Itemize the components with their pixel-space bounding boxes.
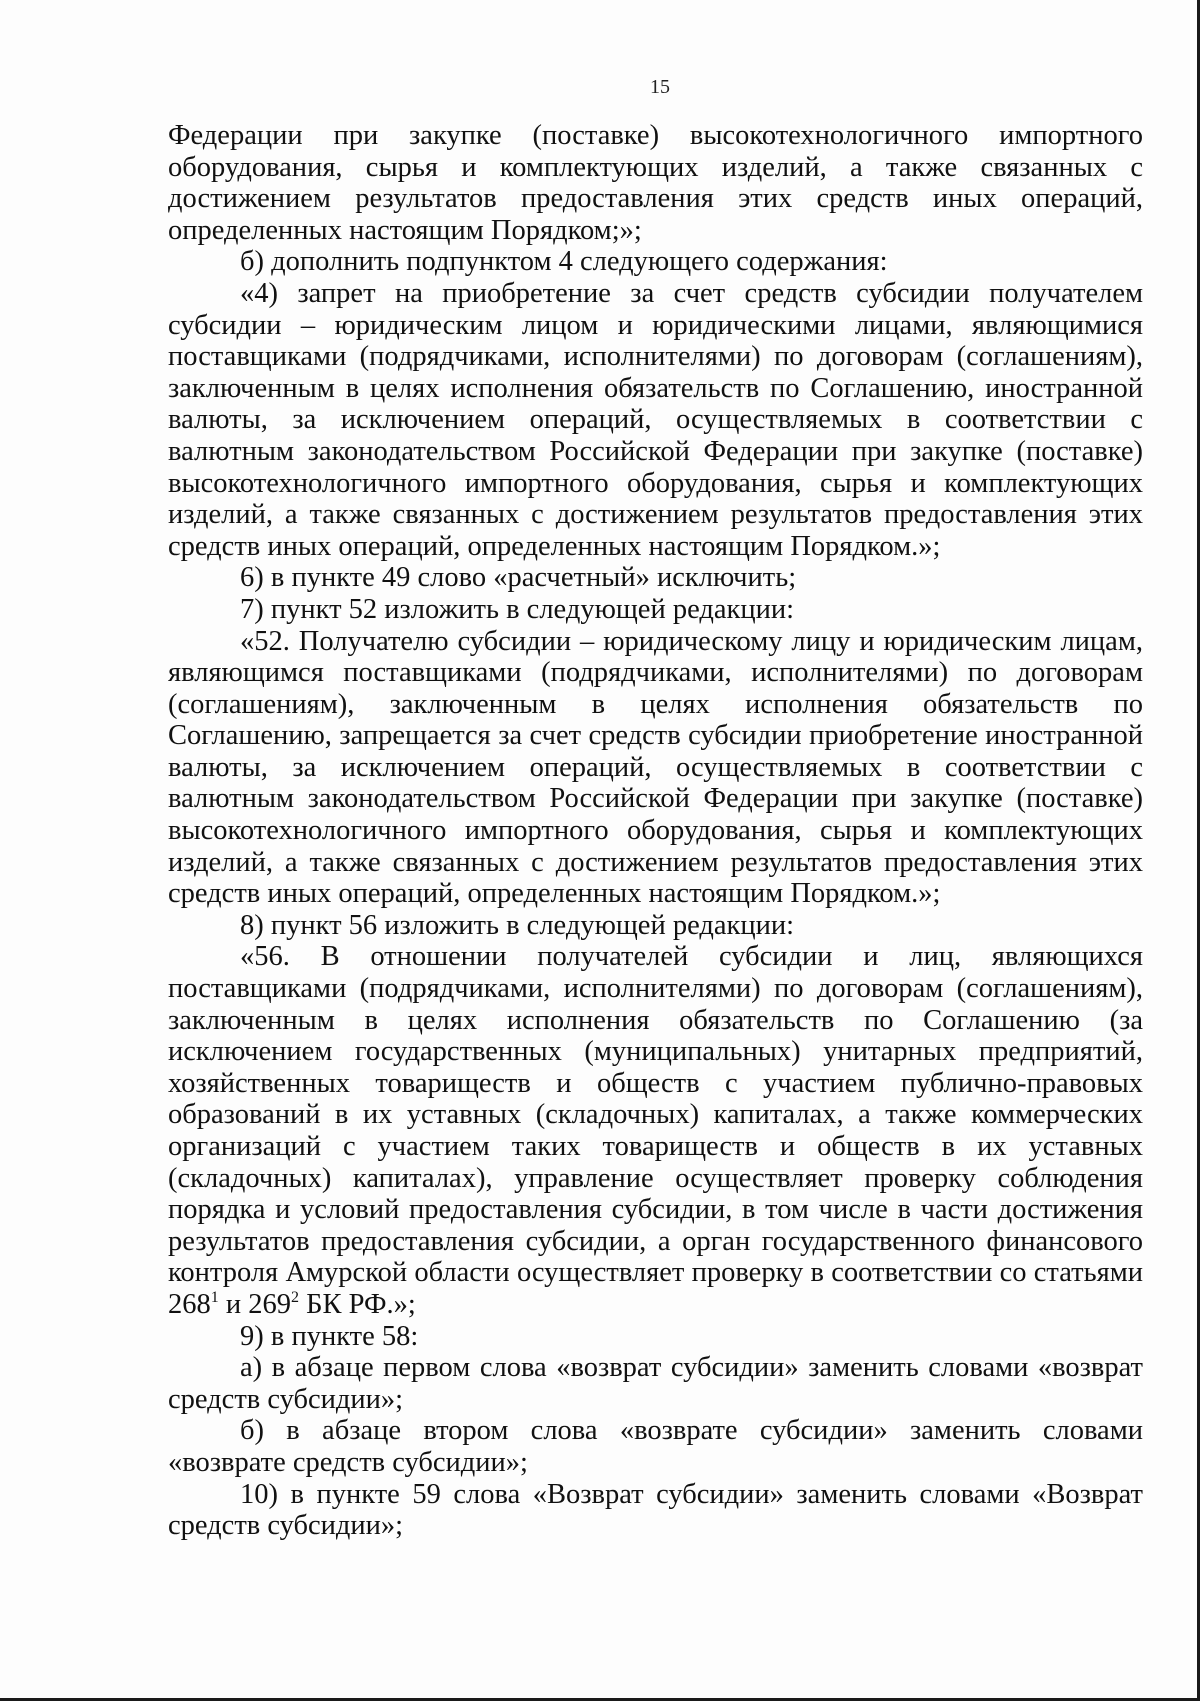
clause-56-text: «56. В отношении получателей субсидии и лиц, являющихся поставщиками (подрядчиками, исполнителями) по договорам (соглашениям), заключенным в целях исполнения обязательств по Соглашению (за исключением государственных (муниципальных) унитарных предприятий, хозяйственных товариществ и обществ с участием публично-правовых образований в их уставных (складочных) капиталах, а также коммерческих организаций с участием таких товариществ и обществ в их уставных (складочных) капиталах), управление осуществляет проверку соблюдения порядка и условий предоставления субсидии, в том числе в части достижения результатов предоставления субсидии, а орган государственного финансового контроля Амурской области осуществляет проверку в соответствии со статьями [168, 941, 1143, 1289]
paragraph-item-8: 8) пункт 56 изложить в следующей редакции: [240, 909, 795, 941]
page-number: 15 [650, 76, 670, 98]
paragraph-item-6: 6) в пункте 49 слово «расчетный» исключить; [240, 562, 797, 594]
paragraph-subitem-b2: б) в абзаце втором слова «возврате субсидии» заменить словами «возврате средств субсидии»; [168, 1415, 1143, 1478]
paragraph-item-9: 9) в пункте 58: [240, 1320, 419, 1352]
paragraph-continuation: Федерации при закупке (поставке) высокотехнологичного импортного оборудования, сырья и комплектующих изделий, а также связанных с достижением результатов предоставления этих средств иных операций, определенных настоящим Порядком;»; [168, 120, 1143, 246]
paragraph-clause-56 [168, 941, 1143, 1320]
article-ref-268: $268^1$ [168, 1288, 219, 1320]
paragraph-clause-52: «52. Получателю субсидии – юридическому лицу и юридическим лицам, являющимся поставщиками (подрядчиками, исполнителями) по договорам (соглашениям), заключенным в целях исполнения обязательств по Соглашению, запрещается за счет средств субсидии приобретение иностранной валюты, за исключением операций, осуществляемых в соответствии с валютным законодательством Российской Федерации при закупке (поставке) высокотехнологичного импортного оборудования, сырья и комплектующих изделий, а также связанных с достижением результатов предоставления этих средств иных операций, определенных настоящим Порядком.»; [168, 625, 1143, 910]
paragraph-item-10: 10) в пункте 59 слова «Возврат субсидии» заменить словами «Возврат средств субсидии»; [168, 1478, 1143, 1542]
article-ref-269: $269^2$ [248, 1288, 300, 1320]
paragraph-subitem-b: б) дополнить подпунктом 4 следующего содержания: [240, 246, 888, 278]
document-body [168, 120, 1143, 1542]
clause-56-end: БК РФ.»; [306, 1288, 416, 1320]
paragraph-subitem-a: а) в абзаце первом слова «возврат субсидии» заменить словами «возврат средств субсидии»; [168, 1352, 1143, 1415]
paragraph-subitem-4: «4) запрет на приобретение за счет средств субсидии получателем субсидии – юридическим лицом и юридическими лицами, являющимися поставщиками (подрядчиками, исполнителями) по договорам (соглашениям), заключенным в целях исполнения обязательств по Соглашению, иностранной валюты, за исключением операций, осуществляемых в соответствии с валютным законодательством Российской Федерации при закупке (поставке) высокотехнологичного импортного оборудования, сырья и комплектующих изделий, а также связанных с достижением результатов предоставления этих средств иных операций, определенных настоящим Порядком.»; [168, 277, 1143, 562]
conjunction: и [225, 1288, 242, 1320]
paragraph-item-7: 7) пункт 52 изложить в следующей редакции: [240, 593, 795, 625]
